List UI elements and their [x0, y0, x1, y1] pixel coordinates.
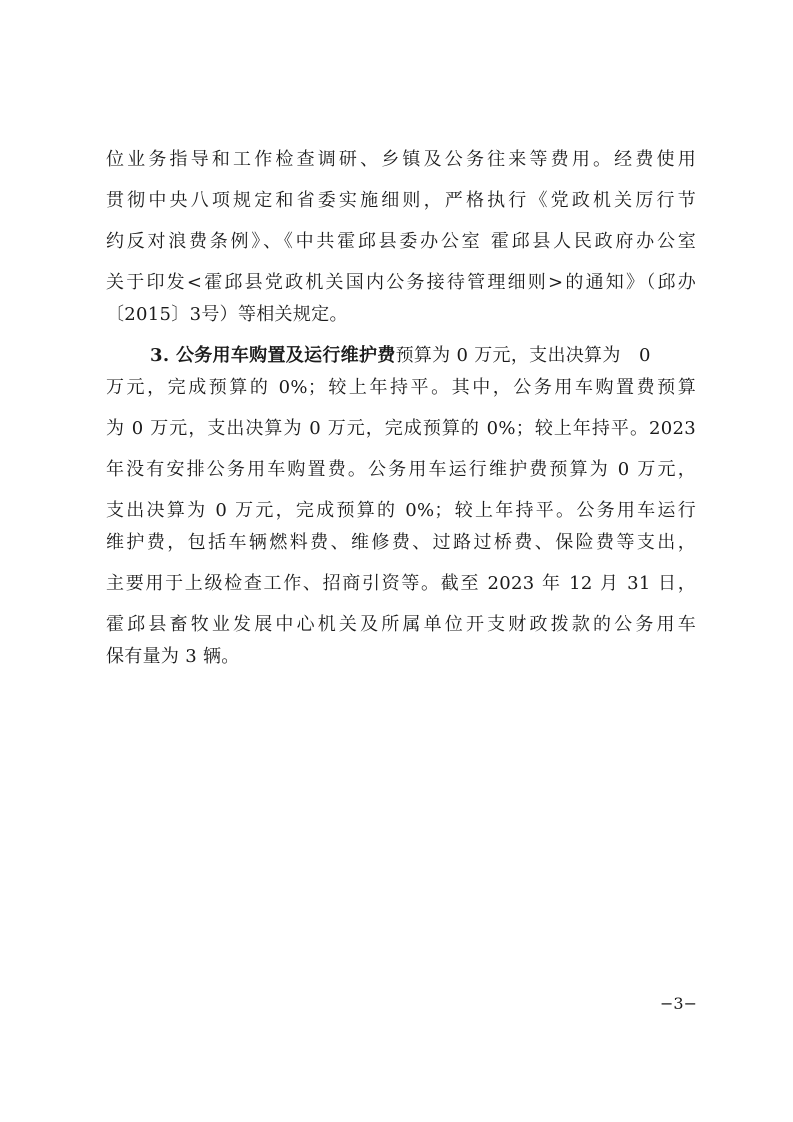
paragraph-2-line-5: 支出决算为 0 万元，完成预算的 0%；较上年持平。公务用车运行	[106, 500, 696, 521]
paragraph-1-line-1: 位业务指导和工作检查调研、乡镇及公务往来等费用。经费使用	[106, 149, 696, 170]
paragraph-2-line-7: 主要用于上级检查工作、招商引资等。截至 2023 年 12 月 31 日，	[106, 573, 696, 594]
paragraph-1-line-3: 约反对浪费条例》、《中共霍邱县委办公室 霍邱县人民政府办公室	[106, 231, 696, 252]
paragraph-1-line-5: 〔2015〕3号）等相关规定。	[106, 304, 348, 325]
paragraph-1-line-2: 贯彻中央八项规定和省委实施细则，严格执行《党政机关厉行节	[106, 190, 696, 211]
paragraph-2-line-3: 为 0 万元，支出决算为 0 万元，完成预算的 0%；较上年持平。2023	[106, 418, 696, 439]
paragraph-2-line-1-text: 预算为 0 万元，支出决算为 0	[395, 345, 651, 366]
paragraph-2-line-8: 霍邱县畜牧业发展中心机关及所属单位开支财政拨款的公务用车	[106, 614, 696, 635]
paragraph-1-line-4: 关于印发<霍邱县党政机关国内公务接待管理细则>的通知》（邱办	[106, 272, 696, 293]
page-number: −3−	[660, 994, 697, 1013]
section-heading: 3. 公务用车购置及运行维护费	[150, 345, 396, 366]
paragraph-2-line-4: 年没有安排公务用车购置费。公务用车运行维护费预算为 0 万元，	[106, 459, 696, 480]
paragraph-2-line-6: 维护费，包括车辆燃料费、维修费、过路过桥费、保险费等支出，	[106, 532, 696, 553]
paragraph-2-line-2: 万元，完成预算的 0%；较上年持平。其中，公务用车购置费预算	[106, 377, 696, 398]
paragraph-2-line-1	[150, 341, 696, 371]
paragraph-2-line-9: 保有量为 3 辆。	[106, 646, 240, 667]
